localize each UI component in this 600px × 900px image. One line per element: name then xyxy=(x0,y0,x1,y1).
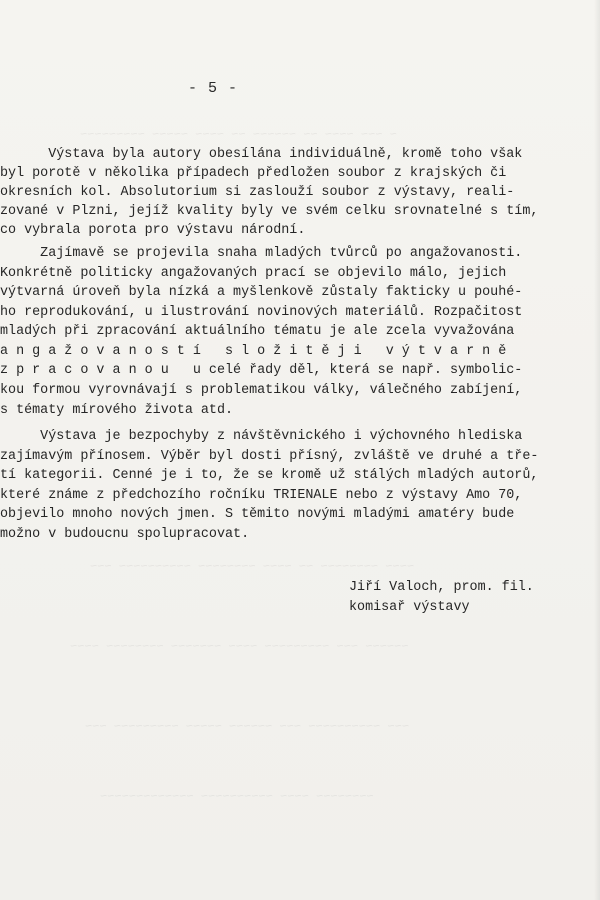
text-line: co vybrala porota pro výstavu národní. xyxy=(0,223,306,238)
text-line: byl porotě v několika případech předložen soubor z krajských či xyxy=(0,166,507,181)
bleed-through-text: ~~~ ~~~~~~~~~~ ~~~ ~~~~~~ ~~~~~ ~~~~~~~~~ ~~~ xyxy=(85,720,410,734)
text-line: tí kategorii. Cenné je i to, že se kromě už stálých mladých autorů, xyxy=(0,468,539,483)
text-line: které známe z předchozího ročníku TRIENALE nebo z výstavy Amo 70, xyxy=(0,488,523,503)
text-line: s tématy mírového života atd. xyxy=(0,403,234,418)
text-line-spaced: z p r a c o v a n o u u celé řady děl, která se např. symbolic- xyxy=(0,363,523,378)
bleed-through-text: ~~~~~~~~ ~~~~ ~~~~~~~~~~ ~~~~~~~~~~~~~ xyxy=(100,790,374,804)
bleed-through-text: ~ ~~~ ~~~~ ~~ ~~~~~~ ~~ ~~~~ ~~~~~ ~~~~~~~~~ xyxy=(80,128,397,142)
text-line: zajímavým přínosem. Výběr byl dosti přísný, zvláště ve druhé a tře- xyxy=(0,449,539,464)
signature-title: komisař výstavy xyxy=(349,600,470,615)
text-line: objevilo mnoho nových jmen. S těmito novými mladými amatéry bude xyxy=(0,507,515,522)
text-line: možno v budoucnu spolupracovat. xyxy=(0,527,250,542)
text-line: ho reprodukování, u ilustrování novinových materiálů. Rozpačitost xyxy=(0,305,523,320)
paper-edge-shadow xyxy=(594,0,600,900)
bleed-through-text: ~~~~~~ ~~~ ~~~~~~~~~ ~~~~ ~~~~~~~ ~~~~~~~~ ~~~~ xyxy=(70,640,409,654)
bleed-through-text: ~~~~ ~~~~~~~~ ~~ ~~~~ ~~~~~~~~ ~~~~~~~~~~ ~~~ xyxy=(90,560,415,574)
text-line-spaced: a n g a ž o v a n o s t í s l o ž i t ě j i v ý t v a r n ě xyxy=(0,344,507,359)
text-line: Konkrétně politicky angažovaných prací se objevilo málo, jejich xyxy=(0,266,507,281)
text-line: zované v Plzni, jejíž kvality byly ve svém celku srovnatelné s tím, xyxy=(0,204,539,219)
signature-name: Jiří Valoch, prom. fil. xyxy=(349,580,534,595)
text-line: mladých při zpracování aktuálního tématu je ale zcela vyvažována xyxy=(0,324,515,339)
page-number: - 5 - xyxy=(188,80,239,97)
text-line: Zajímavě se projevila snaha mladých tvůrců po angažovanosti. xyxy=(0,246,523,261)
text-line: kou formou vyrovnávají s problematikou války, válečného zabíjení, xyxy=(0,383,523,398)
text-line: výtvarná úroveň byla nízká a myšlenkově zůstaly fakticky u pouhé- xyxy=(0,285,523,300)
text-line: Výstava byla autory obesílána individuálně, kromě toho však xyxy=(0,147,523,162)
text-line: okresních kol. Absolutorium si zaslouží soubor z výstavy, reali- xyxy=(0,185,515,200)
text-line: Výstava je bezpochyby z návštěvnického i výchovného hlediska xyxy=(0,429,523,444)
